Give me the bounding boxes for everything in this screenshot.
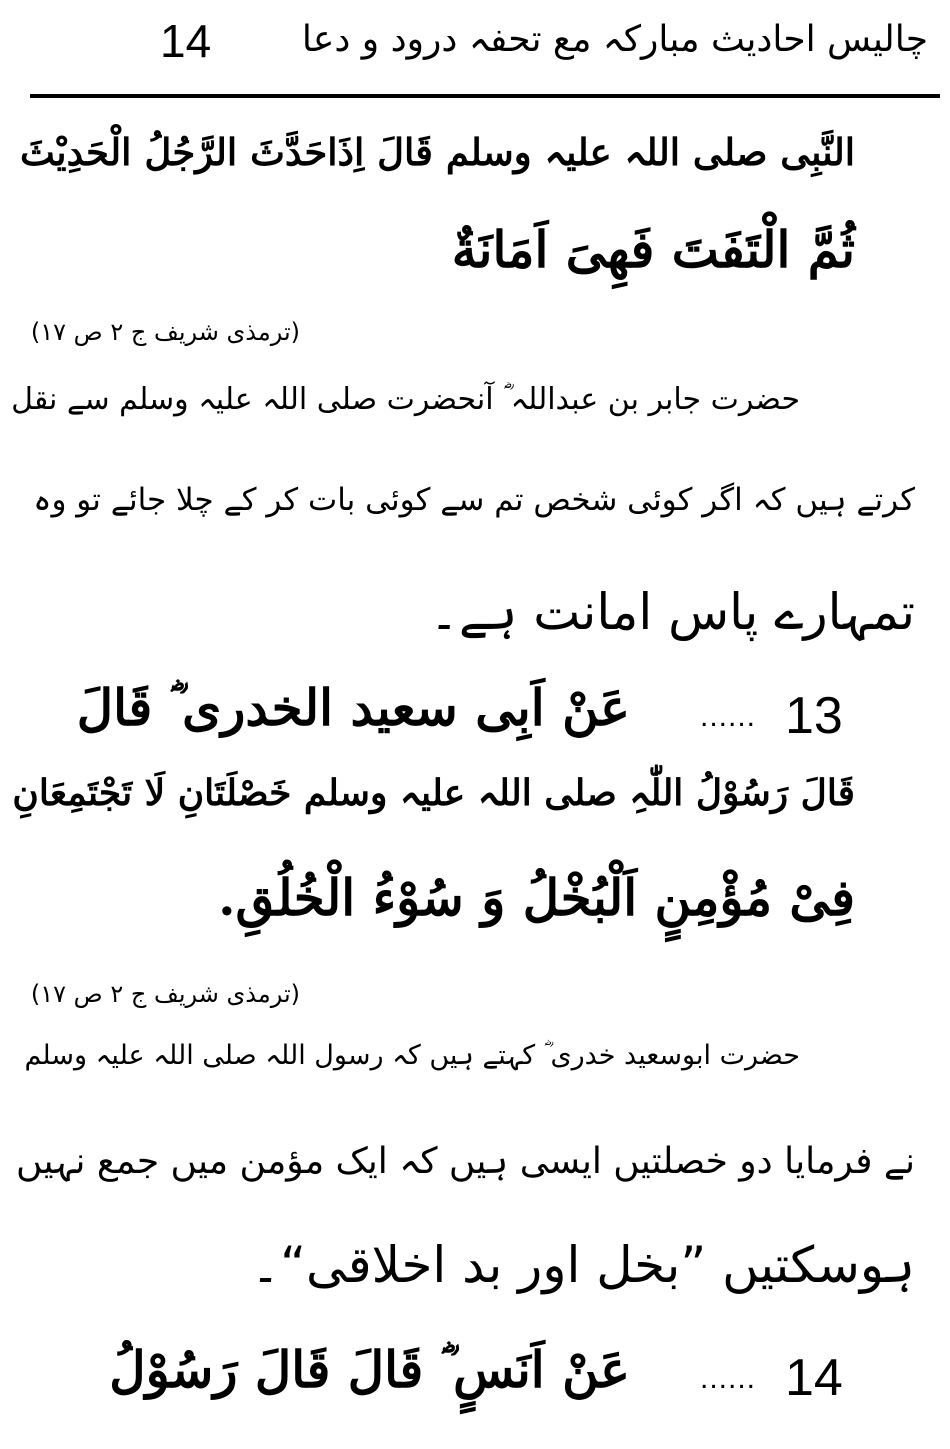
hadith-13-arabic-line-1: عَنْ اَبِی سعید الخدری ؓ قَالَ xyxy=(76,678,630,737)
hadith-13-urdu-line-3: ہوسکتیں ”بخل اور بد اخلاقی“۔ xyxy=(250,1236,915,1294)
hadith-13-arabic-line-3: فِیْ مُؤْمِنٍ اَلْبُخْلُ وَ سُوْءُ الْخُلُقِ. xyxy=(218,868,855,927)
hadith-12-urdu-line-2: کرتے ہیں کہ اگر کوئی شخص تم سے کوئی بات کر کے چلا جائے تو وہ xyxy=(33,482,915,518)
hadith-14-arabic-line-1: عَنْ اَنَسٍ ؓ قَالَ قَالَ رَسُوْلُ xyxy=(109,1340,630,1399)
hadith-13-reference: (ترمذی شریف ج ۲ ص ۱۷) xyxy=(30,980,300,1008)
hadith-12-urdu-line-1: حضرت جابر بن عبداللہ ؓ آنحضرت صلی اللہ علیہ وسلم سے نقل xyxy=(11,382,800,417)
hadith-12-arabic-line-1: النَّبِی صلی اللہ علیہ وسلم قَالَ اِذَاحَدَّثَ الرَّجُلُ الْحَدِیْثَ xyxy=(19,130,855,174)
hadith-14-dots: ...... xyxy=(700,1362,757,1395)
page-number: 14 xyxy=(160,15,212,67)
hadith-13-arabic-line-2: قَالَ رَسُوْلُ اللّٰہِ صلی اللہ علیہ وسلم خَصْلَتَانِ لَا تَجْتَمِعَانِ xyxy=(12,772,855,814)
hadith-13-urdu-line-2: نے فرمایا دو خصلتیں ایسی ہیں کہ ایک مؤمن میں جمع نہیں xyxy=(16,1141,915,1182)
hadith-13-urdu-line-1: حضرت ابوسعید خدری ؓ کہتے ہیں کہ رسول اللہ صلی اللہ علیہ وسلم xyxy=(24,1040,800,1071)
hadith-13-number: 13 xyxy=(785,687,843,745)
running-title: چالیس احادیث مبارکہ مع تحفہ درود و دعا xyxy=(301,19,928,60)
hadith-13-dots: ...... xyxy=(700,700,757,733)
hadith-12-urdu-line-3: تمہارے پاس امانت ہے۔ xyxy=(429,583,915,641)
hadith-12-arabic-line-2: ثُمَّ الْتَفَتَ فَهِیَ اَمَانَةٌ xyxy=(451,220,855,279)
hadith-12-reference: (ترمذی شریف ج ۲ ص ۱۷) xyxy=(30,318,300,346)
header-rule xyxy=(30,94,940,98)
hadith-14-number: 14 xyxy=(785,1349,843,1407)
